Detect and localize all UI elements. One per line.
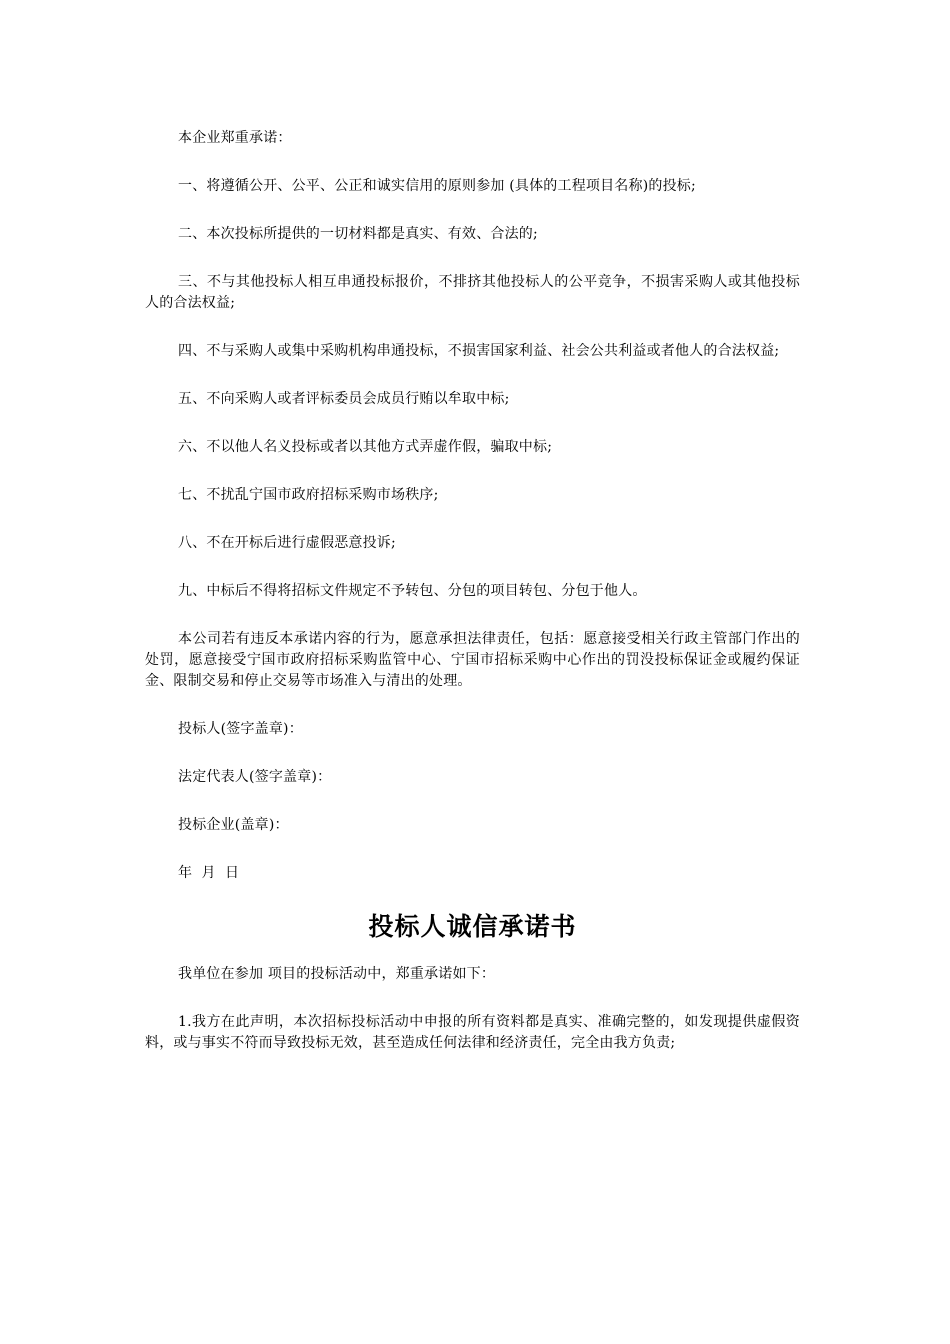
commitment-item-9: 九、中标后不得将招标文件规定不予转包、分包的项目转包、分包于他人。 — [178, 583, 647, 599]
bidder-signature-line: 投标人(签字盖章)： — [178, 721, 303, 737]
commitment-item-3: 三、不与其他投标人相互串通投标报价，不排挤其他投标人的公平竞争，不损害采购人或其他投标人的合法权益; — [145, 274, 800, 311]
commitment-item-6: 六、不以他人名义投标或者以其他方式弄虚作假，骗取中标; — [178, 439, 553, 455]
integrity-intro: 我单位在参加 项目的投标活动中，郑重承诺如下： — [178, 966, 496, 982]
commitment-intro: 本企业郑重承诺： — [178, 130, 292, 146]
integrity-item-1: 1.我方在此声明，本次招标投标活动中申报的所有资料都是真实、准确完整的，如发现提供虚假资料，或与事实不符而导致投标无效，甚至造成任何法律和经济责任，完全由我方负责; — [145, 1014, 800, 1051]
commitment-item-5: 五、不向采购人或者评标委员会成员行贿以牟取中标; — [178, 391, 510, 407]
commitment-item-4: 四、不与采购人或集中采购机构串通投标，不损害国家利益、社会公共利益或者他人的合法权益; — [178, 343, 780, 359]
legal-rep-signature-line: 法定代表人(签字盖章)： — [178, 769, 332, 785]
company-seal-line: 投标企业(盖章)： — [178, 817, 289, 833]
commitment-item-1: 一、将遵循公开、公平、公正和诚实信用的原则参加 (具体的工程项目名称)的投标; — [178, 178, 696, 194]
commitment-item-7: 七、不扰乱宁国市政府招标采购市场秩序; — [178, 487, 439, 503]
commitment-item-2: 二、本次投标所提供的一切材料都是真实、有效、合法的; — [178, 226, 538, 242]
document-page — [145, 128, 800, 1054]
liability-paragraph: 本公司若有违反本承诺内容的行为，愿意承担法律责任，包括：愿意接受相关行政主管部门作出的处罚，愿意接受宁国市政府招标采购监管中心、宁国市招标采购中心作出的罚没投标保证金或履约保证金、限制交易和停止交易等市场准入与清出的处理。 — [145, 631, 800, 689]
commitment-item-8: 八、不在开标后进行虚假恶意投诉; — [178, 535, 396, 551]
integrity-title: 投标人诚信承诺书 — [368, 912, 577, 941]
date-line: 年 月 日 — [178, 865, 240, 881]
